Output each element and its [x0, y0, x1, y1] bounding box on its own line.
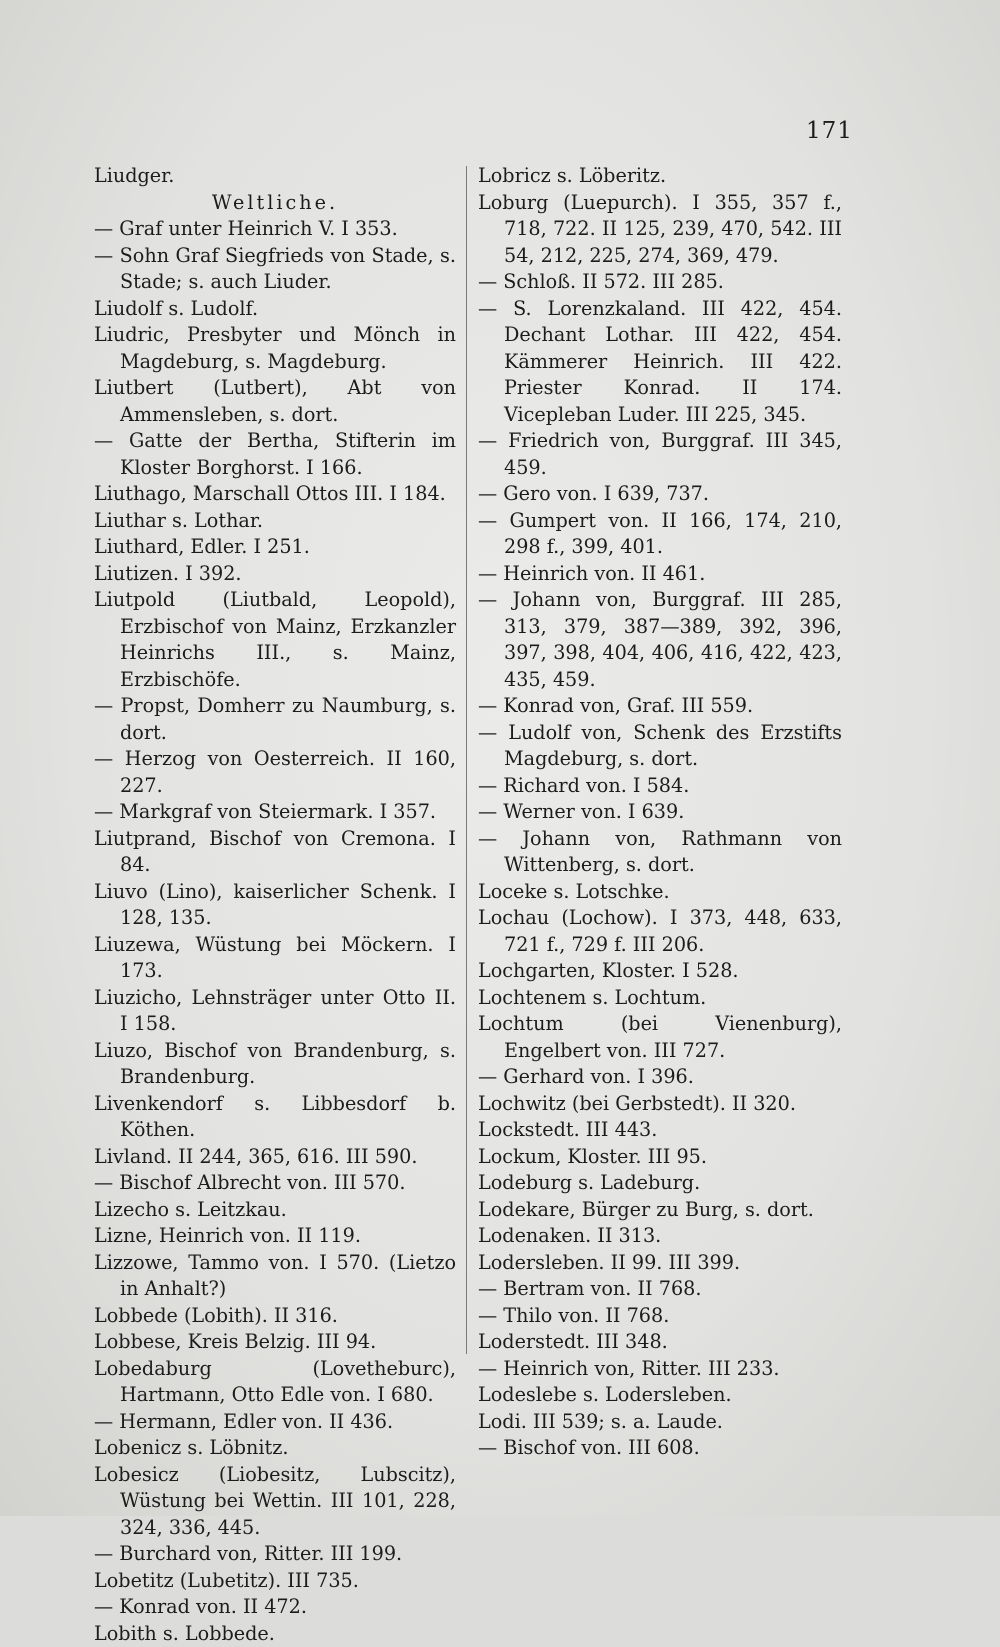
index-entry: — Ludolf von, Schenk des Erzstifts Magdeburg, s. dort.	[478, 720, 842, 773]
index-entry: — Bischof von. III 608.	[478, 1435, 842, 1462]
index-entry: — Konrad von, Graf. III 559.	[478, 693, 842, 720]
index-entry: Liuzicho, Lehnsträger unter Otto II. I 158.	[94, 985, 456, 1038]
index-entry: Lizne, Heinrich von. II 119.	[94, 1223, 456, 1250]
index-entry: Loburg (Luepurch). I 355, 357 f., 718, 722. II 125, 239, 470, 542. III 54, 212, 225, 274, 369, 479.	[478, 190, 842, 270]
index-entry: Lodekare, Bürger zu Burg, s. dort.	[478, 1197, 842, 1224]
index-entry: — Bischof Albrecht von. III 570.	[94, 1170, 456, 1197]
index-entry: — Johann von, Burggraf. III 285, 313, 379, 387—389, 392, 396, 397, 398, 404, 406, 416, 422, 423, 435, 459.	[478, 587, 842, 693]
right-column	[478, 163, 842, 1462]
index-entry: Liudric, Presbyter und Mönch in Magdeburg, s. Magdeburg.	[94, 322, 456, 375]
index-entry: Loderstedt. III 348.	[478, 1329, 842, 1356]
index-entry: — Burchard von, Ritter. III 199.	[94, 1541, 456, 1568]
index-entry: Lobith s. Lobbede.	[94, 1621, 456, 1647]
index-entry: Liuthago, Marschall Ottos III. I 184.	[94, 481, 456, 508]
index-entry: Lockum, Kloster. III 95.	[478, 1144, 842, 1171]
index-entry: — Richard von. I 584.	[478, 773, 842, 800]
index-entry: Livenkendorf s. Libbesdorf b. Köthen.	[94, 1091, 456, 1144]
left-column	[94, 163, 456, 1647]
index-entry: Lobbede (Lobith). II 316.	[94, 1303, 456, 1330]
index-entry: Liudolf s. Ludolf.	[94, 296, 456, 323]
column-divider	[466, 166, 467, 1354]
index-entry: Lodenaken. II 313.	[478, 1223, 842, 1250]
index-entry: Liutbert (Lutbert), Abt von Ammensleben, s. dort.	[94, 375, 456, 428]
index-entry: Lochwitz (bei Gerbstedt). II 320.	[478, 1091, 842, 1118]
index-entry: Lobbese, Kreis Belzig. III 94.	[94, 1329, 456, 1356]
section-heading: Weltliche.	[94, 190, 456, 217]
index-entry: — Markgraf von Steiermark. I 357.	[94, 799, 456, 826]
index-entry: Liutpold (Liutbald, Leopold), Erzbischof von Mainz, Erzkanzler Heinrichs III., s. Mainz, Erzbischöfe.	[94, 587, 456, 693]
index-entry: — Gumpert von. II 166, 174, 210, 298 f., 399, 401.	[478, 508, 842, 561]
index-entry: Lodersleben. II 99. III 399.	[478, 1250, 842, 1277]
index-entry: Lodeslebe s. Lodersleben.	[478, 1382, 842, 1409]
index-entry: Lochgarten, Kloster. I 528.	[478, 958, 842, 985]
index-entry: Liuzo, Bischof von Brandenburg, s. Brandenburg.	[94, 1038, 456, 1091]
index-entry: Lochtenem s. Lochtum.	[478, 985, 842, 1012]
index-entry: Lobesicz (Liobesitz, Lubscitz), Wüstung bei Wettin. III 101, 228, 324, 336, 445.	[94, 1462, 456, 1542]
index-entry: — Thilo von. II 768.	[478, 1303, 842, 1330]
index-entry: Lochau (Lochow). I 373, 448, 633, 721 f., 729 f. III 206.	[478, 905, 842, 958]
index-entry: Liudger.	[94, 163, 456, 190]
index-entry: Lobricz s. Löberitz.	[478, 163, 842, 190]
index-entry: — Konrad von. II 472.	[94, 1594, 456, 1621]
index-entry: Lizzowe, Tammo von. I 570. (Lietzo in Anhalt?)	[94, 1250, 456, 1303]
index-entry: — Heinrich von. II 461.	[478, 561, 842, 588]
index-entry: Lobenicz s. Löbnitz.	[94, 1435, 456, 1462]
index-entry: Liuvo (Lino), kaiserlicher Schenk. I 128, 135.	[94, 879, 456, 932]
index-entry: — Gero von. I 639, 737.	[478, 481, 842, 508]
index-entry: Liutizen. I 392.	[94, 561, 456, 588]
index-entry: — Johann von, Rathmann von Wittenberg, s. dort.	[478, 826, 842, 879]
index-entry: — Gatte der Bertha, Stifterin im Kloster Borghorst. I 166.	[94, 428, 456, 481]
index-entry: — S. Lorenzkaland. III 422, 454. Dechant Lothar. III 422, 454. Kämmerer Heinrich. III 422. Priester Konrad. II 174. Vicepleban Luder. III 225, 345.	[478, 296, 842, 429]
index-entry: — Friedrich von, Burggraf. III 345, 459.	[478, 428, 842, 481]
index-entry: Lobedaburg (Lovetheburc), Hartmann, Otto Edle von. I 680.	[94, 1356, 456, 1409]
index-entry: Loceke s. Lotschke.	[478, 879, 842, 906]
index-entry: Liuthard, Edler. I 251.	[94, 534, 456, 561]
index-entry: — Bertram von. II 768.	[478, 1276, 842, 1303]
index-entry: Liutprand, Bischof von Cremona. I 84.	[94, 826, 456, 879]
index-entry: — Werner von. I 639.	[478, 799, 842, 826]
index-entry: Lockstedt. III 443.	[478, 1117, 842, 1144]
index-entry: — Propst, Domherr zu Naumburg, s. dort.	[94, 693, 456, 746]
index-entry: Liuthar s. Lothar.	[94, 508, 456, 535]
page-number: 171	[806, 118, 853, 144]
index-entry: Lobetitz (Lubetitz). III 735.	[94, 1568, 456, 1595]
index-entry: — Gerhard von. I 396.	[478, 1064, 842, 1091]
index-entry: — Heinrich von, Ritter. III 233.	[478, 1356, 842, 1383]
index-entry: — Sohn Graf Siegfrieds von Stade, s. Stade; s. auch Liuder.	[94, 243, 456, 296]
index-entry: — Schloß. II 572. III 285.	[478, 269, 842, 296]
index-entry: Lodi. III 539; s. a. Laude.	[478, 1409, 842, 1436]
index-entry: — Graf unter Heinrich V. I 353.	[94, 216, 456, 243]
index-entry: Liuzewa, Wüstung bei Möckern. I 173.	[94, 932, 456, 985]
index-entry: Livland. II 244, 365, 616. III 590.	[94, 1144, 456, 1171]
index-entry: — Hermann, Edler von. II 436.	[94, 1409, 456, 1436]
index-entry: Lizecho s. Leitzkau.	[94, 1197, 456, 1224]
index-entry: Lochtum (bei Vienenburg), Engelbert von. III 727.	[478, 1011, 842, 1064]
index-entry: — Herzog von Oesterreich. II 160, 227.	[94, 746, 456, 799]
index-entry: Lodeburg s. Ladeburg.	[478, 1170, 842, 1197]
